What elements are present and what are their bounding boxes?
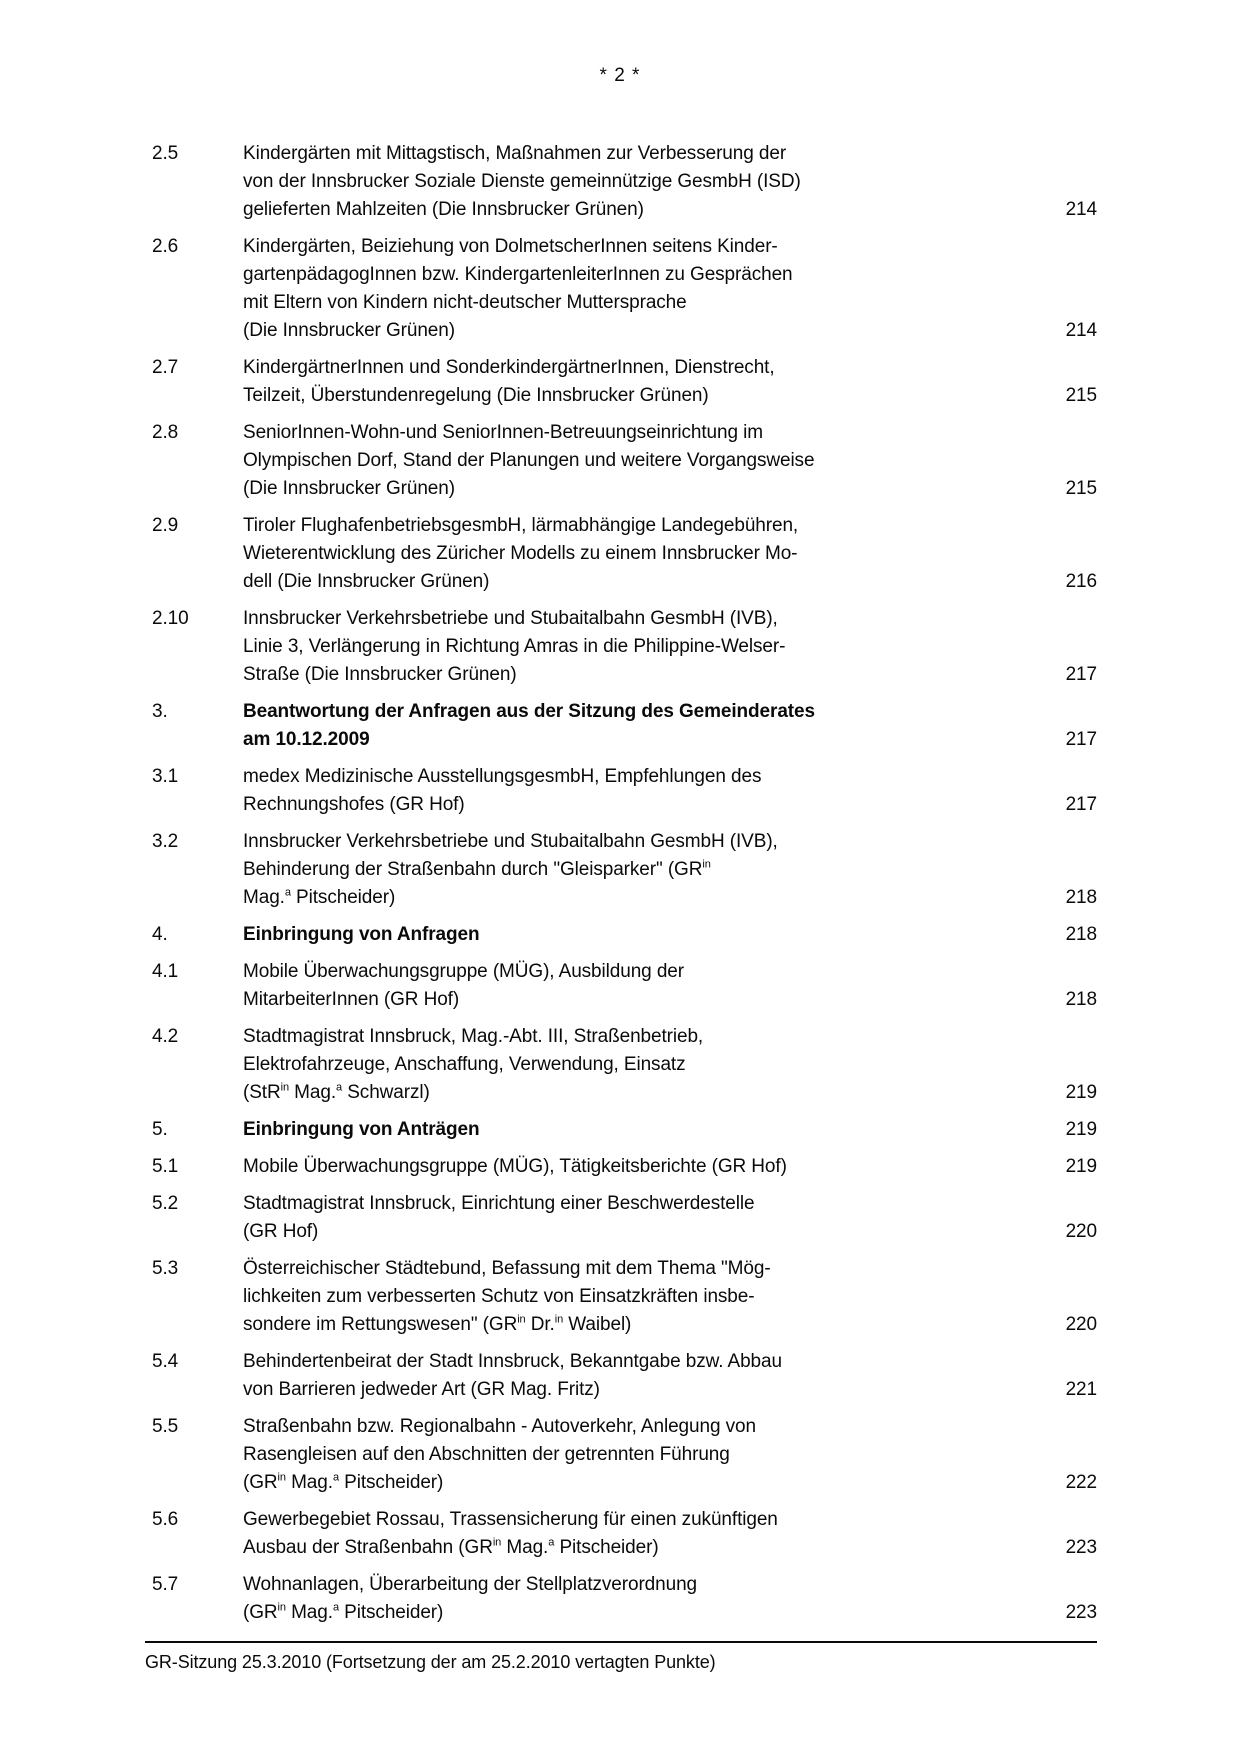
toc-entry <box>152 828 1097 912</box>
superscript: in <box>517 1313 526 1326</box>
toc-entry <box>152 921 1097 949</box>
toc-entry-number: 5.7 <box>152 1574 179 1595</box>
toc-entry <box>152 233 1097 345</box>
toc-entry-text: Beantwortung der Anfragen aus der Sitzung des Gemeinderates am 10.12.2009 <box>243 701 815 750</box>
page-number-header: * 2 * <box>599 65 641 86</box>
toc-entry-page: 218 <box>1065 887 1097 908</box>
toc-entry-text: Kindergärten, Beiziehung von DolmetscherInnen seitens Kinder- gartenpädagogInnen bzw. KindergartenleiterInnen zu Gesprächen mit Eltern von Kindern nicht-deutscher Muttersprache (Die Innsbrucker Grünen) <box>243 236 793 341</box>
toc-entry <box>152 1255 1097 1339</box>
superscript: in <box>702 858 711 871</box>
toc-entry-number: 2.9 <box>152 515 179 536</box>
toc-entry-text: Österreichischer Städtebund, Befassung mit dem Thema "Mög- lichkeiten zum verbesserten Schutz von Einsatzkräften insbe- sondere im Rettungswesen" ($GR^{in}$ Dr.$^{in}$ Waibel) <box>243 1258 771 1335</box>
toc-entry-number: 5.3 <box>152 1258 179 1279</box>
toc-entry-number: 5.5 <box>152 1416 179 1437</box>
toc-entry-number: 3.2 <box>152 831 179 852</box>
toc-entry-text: Gewerbegebiet Rossau, Trassensicherung für einen zukünftigen Ausbau der Straßenbahn ($GR^{in}$ Mag.$^a$ Pitscheider) <box>243 1509 778 1558</box>
toc-entry-page: 222 <box>1065 1472 1097 1493</box>
toc-entry-number: 4.2 <box>152 1026 179 1047</box>
toc-entry-number: 5.1 <box>152 1156 179 1177</box>
page-footer <box>145 1641 1097 1674</box>
toc-entry-page: 217 <box>1065 729 1097 750</box>
table-of-contents <box>152 140 1097 1636</box>
toc-entry-text: Wohnanlagen, Überarbeitung der Stellplatzverordnung ($GR^{in}$ Mag.$^a$ Pitscheider) <box>243 1574 698 1623</box>
toc-entry-text: Mobile Überwachungsgruppe (MÜG), Tätigkeitsberichte (GR Hof) <box>243 1156 787 1177</box>
superscript: a <box>332 1601 339 1614</box>
superscript: a <box>332 1471 339 1484</box>
toc-entry <box>152 763 1097 819</box>
toc-entry <box>152 1571 1097 1627</box>
toc-entry <box>152 1348 1097 1404</box>
toc-entry <box>152 1413 1097 1497</box>
toc-entry <box>152 354 1097 410</box>
toc-entry-page: 215 <box>1065 385 1097 406</box>
toc-entry-number: 2.8 <box>152 422 179 443</box>
toc-entry-number: 2.5 <box>152 143 179 164</box>
toc-entry-text: Einbringung von Anfragen <box>243 924 480 945</box>
toc-entry-text: SeniorInnen-Wohn-und SeniorInnen-Betreuungseinrichtung im Olympischen Dorf, Stand der Planungen und weitere Vorgangsweise (Die Innsbrucker Grünen) <box>243 422 815 499</box>
toc-entry-text: Stadtmagistrat Innsbruck, Einrichtung einer Beschwerdestelle (GR Hof) <box>243 1193 755 1242</box>
toc-entry-page: 219 <box>1065 1156 1097 1177</box>
toc-entry-page: 220 <box>1065 1221 1097 1242</box>
toc-entry <box>152 958 1097 1014</box>
toc-entry-page: 216 <box>1065 571 1097 592</box>
toc-entry-page: 218 <box>1065 989 1097 1010</box>
toc-entry-number: 2.10 <box>152 608 189 629</box>
toc-entry-text: medex Medizinische AusstellungsgesmbH, Empfehlungen des Rechnungshofes (GR Hof) <box>243 766 762 815</box>
toc-entry <box>152 1190 1097 1246</box>
toc-entry-page: 219 <box>1065 1119 1097 1140</box>
toc-entry-number: 2.7 <box>152 357 179 378</box>
toc-entry-page: 218 <box>1065 924 1097 945</box>
toc-entry-number: 5.6 <box>152 1509 179 1530</box>
toc-entry-page: 220 <box>1065 1314 1097 1335</box>
toc-entry <box>152 140 1097 224</box>
toc-entry-text: Behindertenbeirat der Stadt Innsbruck, Bekanntgabe bzw. Abbau von Barrieren jedweder Art (GR Mag. Fritz) <box>243 1351 782 1400</box>
toc-entry-page: 217 <box>1065 794 1097 815</box>
toc-entry-page: 223 <box>1065 1537 1097 1558</box>
toc-entry-text: Stadtmagistrat Innsbruck, Mag.-Abt. III, Straßenbetrieb, Elektrofahrzeuge, Anschaffung, Verwendung, Einsatz (StR$^{in}$ Mag.$^a$ Schwarzl) <box>243 1026 704 1103</box>
toc-entry-text: Einbringung von Anträgen <box>243 1119 480 1140</box>
footer-text: GR-Sitzung 25.3.2010 (Fortsetzung der am 25.2.2010 vertagten Punkte) <box>145 1652 716 1672</box>
toc-entry-text: KindergärtnerInnen und SonderkindergärtnerInnen, Dienstrecht, Teilzeit, Überstundenregelung (Die Innsbrucker Grünen) <box>243 357 775 406</box>
toc-entry <box>152 1506 1097 1562</box>
toc-entry-page: 223 <box>1065 1602 1097 1623</box>
toc-entry <box>152 698 1097 754</box>
toc-entry-number: 4.1 <box>152 961 179 982</box>
toc-entry-text: Mobile Überwachungsgruppe (MÜG), Ausbildung der MitarbeiterInnen (GR Hof) <box>243 961 684 1010</box>
toc-entry-page: 214 <box>1065 199 1097 220</box>
superscript: a <box>284 886 291 899</box>
toc-entry-number: 2.6 <box>152 236 179 257</box>
toc-entry-number: 4. <box>152 924 168 945</box>
superscript: a <box>548 1536 555 1549</box>
toc-entry-text: Straßenbahn bzw. Regionalbahn - Autoverkehr, Anlegung von Rasengleisen auf den Abschnitten der getrennten Führung ($GR^{in}$ Mag.$^a$ Pitscheider) <box>243 1416 756 1493</box>
toc-entry-page: 221 <box>1065 1379 1097 1400</box>
superscript: a <box>336 1081 343 1094</box>
toc-entry-page: 217 <box>1065 664 1097 685</box>
toc-entry-number: 3.1 <box>152 766 179 787</box>
toc-entry-number: 5. <box>152 1119 168 1140</box>
toc-entry <box>152 512 1097 596</box>
superscript: in <box>277 1601 286 1614</box>
toc-entry-number: 5.4 <box>152 1351 179 1372</box>
superscript: in <box>280 1081 289 1094</box>
toc-entry-text: Kindergärten mit Mittagstisch, Maßnahmen zur Verbesserung der von der Innsbrucker Soziale Dienste gemeinnützige GesmbH (ISD) gelieferten Mahlzeiten (Die Innsbrucker Grünen) <box>243 143 801 220</box>
toc-entry-text: Innsbrucker Verkehrsbetriebe und Stubaitalbahn GesmbH (IVB), Behinderung der Straßenbahn durch "Gleisparker" ($GR^{in}$ Mag.$^a$ Pitscheider) <box>243 831 778 908</box>
toc-entry-number: 5.2 <box>152 1193 179 1214</box>
superscript: in <box>492 1536 502 1549</box>
toc-entry-page: 214 <box>1065 320 1097 341</box>
toc-entry-page: 215 <box>1065 478 1097 499</box>
toc-entry <box>152 605 1097 689</box>
toc-entry-page: 219 <box>1065 1082 1097 1103</box>
toc-entry-text: Tiroler FlughafenbetriebsgesmbH, lärmabhängige Landegebühren, Wieterentwicklung des Züricher Modells zu einem Innsbrucker Mo- dell (Die Innsbrucker Grünen) <box>243 515 799 592</box>
toc-entry-text: Innsbrucker Verkehrsbetriebe und Stubaitalbahn GesmbH (IVB), Linie 3, Verlängerung in Richtung Amras in die Philippine-Welser- Straße (Die Innsbrucker Grünen) <box>243 608 786 685</box>
superscript: in <box>554 1313 564 1326</box>
toc-entry <box>152 1116 1097 1144</box>
toc-entry-number: 3. <box>152 701 168 722</box>
toc-entry <box>152 1023 1097 1107</box>
toc-entry <box>152 419 1097 503</box>
superscript: in <box>277 1471 286 1484</box>
toc-entry <box>152 1153 1097 1181</box>
